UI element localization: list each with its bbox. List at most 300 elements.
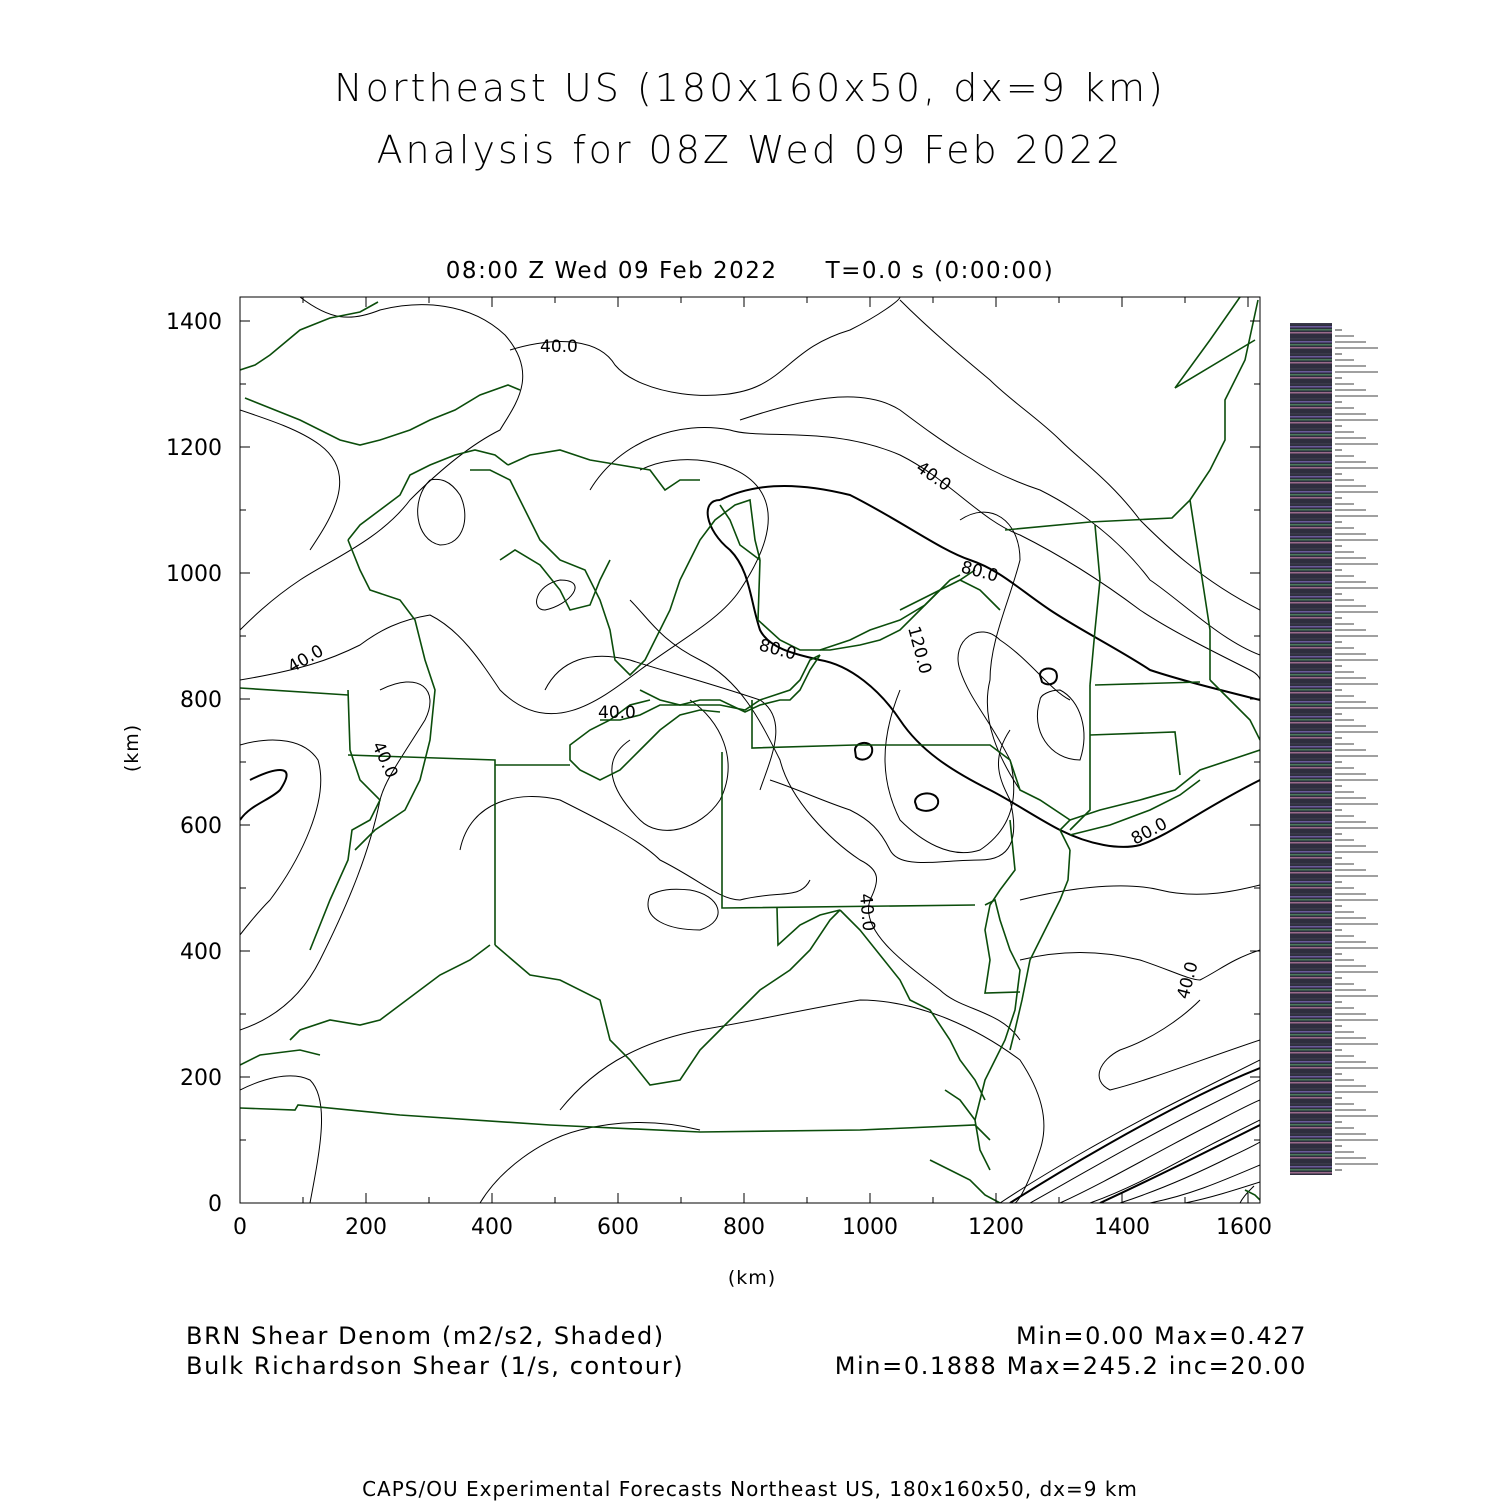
- colorbar-stripe: [1290, 653, 1332, 655]
- colorbar-stripe: [1290, 794, 1332, 796]
- colorbar-stripe: [1290, 1148, 1332, 1150]
- colorbar-stripe: [1290, 920, 1332, 922]
- colorbar-stripe: [1290, 533, 1332, 535]
- colorbar-stripe: [1290, 1145, 1332, 1147]
- colorbar-stripe: [1290, 371, 1332, 373]
- colorbar-stripe: [1290, 836, 1332, 838]
- colorbar-stripe: [1290, 1073, 1332, 1075]
- colorbar-stripe: [1290, 761, 1332, 763]
- colorbar-stripe: [1290, 539, 1332, 541]
- colorbar-stripe: [1290, 806, 1332, 808]
- colorbar-stripe: [1290, 344, 1332, 346]
- colorbar-stripe: [1290, 866, 1332, 868]
- colorbar-stripe: [1290, 1142, 1332, 1144]
- colorbar-stripe: [1290, 812, 1332, 814]
- colorbar-stripe: [1290, 701, 1332, 703]
- x-tick-label: 800: [723, 1215, 765, 1240]
- colorbar-stripe: [1290, 950, 1332, 952]
- colorbar-stripe: [1290, 563, 1332, 565]
- colorbar-stripe: [1290, 1121, 1332, 1123]
- colorbar-stripe: [1290, 407, 1332, 409]
- contour-label: 80.0: [1127, 813, 1171, 850]
- colorbar-stripe: [1290, 986, 1332, 988]
- colorbar-stripe: [1290, 1016, 1332, 1018]
- colorbar-stripe: [1290, 650, 1332, 652]
- colorbar-stripe: [1290, 791, 1332, 793]
- colorbar-stripe: [1290, 770, 1332, 772]
- colorbar-stripe: [1290, 692, 1332, 694]
- colorbar-stripe: [1290, 941, 1332, 943]
- colorbar-stripe: [1290, 1001, 1332, 1003]
- colorbar-stripe: [1290, 1040, 1332, 1042]
- colorbar-stripe: [1290, 740, 1332, 742]
- colorbar-stripe: [1290, 515, 1332, 517]
- colorbar-stripe: [1290, 815, 1332, 817]
- colorbar-stripe: [1290, 1166, 1332, 1168]
- colorbar-stripe: [1290, 851, 1332, 853]
- colorbar-stripe: [1290, 617, 1332, 619]
- colorbar-stripe: [1290, 638, 1332, 640]
- analysis-time-title: Analysis for 08Z Wed 09 Feb 2022: [376, 128, 1124, 172]
- colorbar-stripe: [1290, 593, 1332, 595]
- colorbar-stripe: [1290, 908, 1332, 910]
- x-tick-label: 1200: [968, 1215, 1024, 1240]
- colorbar-stripe: [1290, 1070, 1332, 1072]
- colorbar-stripe: [1290, 446, 1332, 448]
- colorbar-stripe: [1290, 356, 1332, 358]
- footer-credit: CAPS/OU Experimental Forecasts Northeast US, 180x160x50, dx=9 km: [362, 1477, 1138, 1501]
- colorbar-stripe: [1290, 800, 1332, 802]
- y-axis-tick-labels: [166, 310, 222, 1217]
- x-tick-label: 200: [345, 1215, 387, 1240]
- colorbar-stripe: [1290, 686, 1332, 688]
- colorbar-stripe: [1290, 461, 1332, 463]
- y-tick-label: 200: [180, 1066, 222, 1091]
- colorbar-stripe: [1290, 782, 1332, 784]
- plot-title: Northeast US (180x160x50, dx=9 km): [334, 66, 1166, 110]
- colorbar-stripe: [1290, 560, 1332, 562]
- colorbar-stripe: [1290, 992, 1332, 994]
- colorbar-stripe: [1290, 998, 1332, 1000]
- colorbar-stripe: [1290, 1037, 1332, 1039]
- colorbar-stripe: [1290, 413, 1332, 415]
- colorbar-stripe: [1290, 326, 1332, 328]
- colorbar-stripe: [1290, 545, 1332, 547]
- colorbar-stripe: [1290, 350, 1332, 352]
- colorbar-stripe: [1290, 677, 1332, 679]
- colorbar-stripe: [1290, 710, 1332, 712]
- colorbar-stripe: [1290, 323, 1332, 325]
- y-axis-title: (km): [121, 723, 143, 773]
- colorbar-stripe: [1290, 554, 1332, 556]
- colorbar-stripe: [1290, 893, 1332, 895]
- colorbar-stripe: [1290, 632, 1332, 634]
- colorbar-stripe: [1290, 470, 1332, 472]
- colorbar-stripe: [1290, 899, 1332, 901]
- colorbar-stripe: [1290, 719, 1332, 721]
- colorbar-stripe: [1290, 491, 1332, 493]
- colorbar-stripe: [1290, 419, 1332, 421]
- colorbar-stripe: [1290, 722, 1332, 724]
- colorbar-stripe: [1290, 737, 1332, 739]
- colorbar-stripe: [1290, 734, 1332, 736]
- colorbar-stripe: [1290, 1124, 1332, 1126]
- colorbar-stripe: [1290, 833, 1332, 835]
- shaded-field-label: BRN Shear Denom (m2/s2, Shaded): [186, 1322, 665, 1350]
- colorbar-stripe: [1290, 335, 1332, 337]
- colorbar-stripe: [1290, 536, 1332, 538]
- colorbar-stripe: [1290, 1031, 1332, 1033]
- x-axis-tick-labels: [233, 1215, 1272, 1240]
- colorbar-stripe: [1290, 590, 1332, 592]
- colorbar-stripe: [1290, 704, 1332, 706]
- colorbar-stripe: [1290, 1139, 1332, 1141]
- colorbar-stripe: [1290, 506, 1332, 508]
- colorbar-stripe: [1290, 896, 1332, 898]
- colorbar-stripe: [1290, 935, 1332, 937]
- colorbar-stripe: [1290, 932, 1332, 934]
- colorbar-stripe: [1290, 755, 1332, 757]
- contour-label: 40.0: [912, 457, 955, 496]
- forecast-time: T=0.0 s (0:00:00): [825, 258, 1055, 284]
- colorbar-stripe: [1290, 434, 1332, 436]
- y-tick-label: 800: [180, 688, 222, 713]
- colorbar-stripe: [1290, 1103, 1332, 1105]
- colorbar-stripe: [1290, 857, 1332, 859]
- colorbar-stripe: [1290, 1136, 1332, 1138]
- colorbar-stripe: [1290, 1169, 1332, 1171]
- colorbar-stripe: [1290, 1004, 1332, 1006]
- colorbar-stripe: [1290, 818, 1332, 820]
- colorbar-stripe: [1290, 1088, 1332, 1090]
- colorbar: [1290, 323, 1378, 1175]
- colorbar-stripe: [1290, 1034, 1332, 1036]
- colorbar-stripe: [1290, 962, 1332, 964]
- x-tick-label: 1600: [1216, 1215, 1272, 1240]
- colorbar-stripe: [1290, 1160, 1332, 1162]
- colorbar-stripe: [1290, 1079, 1332, 1081]
- contour-label: 40.0: [540, 337, 578, 357]
- colorbar-stripe: [1290, 923, 1332, 925]
- colorbar-stripe: [1290, 1007, 1332, 1009]
- colorbar-stripe: [1290, 509, 1332, 511]
- colorbar-stripe: [1290, 752, 1332, 754]
- x-tick-label: 400: [471, 1215, 513, 1240]
- colorbar-stripe: [1290, 827, 1332, 829]
- colorbar-stripe: [1290, 905, 1332, 907]
- colorbar-stripe: [1290, 773, 1332, 775]
- colorbar-stripe: [1290, 1100, 1332, 1102]
- colorbar-stripe: [1290, 329, 1332, 331]
- contour-label: 80.0: [756, 635, 799, 665]
- colorbar-stripe: [1290, 386, 1332, 388]
- colorbar-stripe: [1290, 971, 1332, 973]
- colorbar-stripe: [1290, 716, 1332, 718]
- colorbar-stripe: [1290, 602, 1332, 604]
- colorbar-stripe: [1290, 668, 1332, 670]
- colorbar-stripe: [1290, 974, 1332, 976]
- colorbar-stripe: [1290, 425, 1332, 427]
- colorbar-stripe: [1290, 983, 1332, 985]
- colorbar-stripe: [1290, 1091, 1332, 1093]
- colorbar-stripe: [1290, 449, 1332, 451]
- x-tick-label: 0: [233, 1215, 247, 1240]
- colorbar-stripe: [1290, 377, 1332, 379]
- colorbar-stripe: [1290, 608, 1332, 610]
- colorbar-stripe: [1290, 464, 1332, 466]
- shear-contours-thick: [240, 486, 1260, 1203]
- colorbar-stripe: [1290, 845, 1332, 847]
- colorbar-stripe: [1290, 458, 1332, 460]
- colorbar-stripe: [1290, 347, 1332, 349]
- colorbar-stripe: [1290, 695, 1332, 697]
- colorbar-stripe: [1290, 689, 1332, 691]
- contour-label-group: [285, 337, 1203, 1001]
- colorbar-stripe: [1290, 881, 1332, 883]
- colorbar-stripe: [1290, 872, 1332, 874]
- colorbar-stripe: [1290, 725, 1332, 727]
- colorbar-stripe: [1290, 1163, 1332, 1165]
- colorbar-stripe: [1290, 503, 1332, 505]
- colorbar-stripe: [1290, 1043, 1332, 1045]
- colorbar-stripe: [1290, 848, 1332, 850]
- colorbar-stripe: [1290, 671, 1332, 673]
- colorbar-stripe: [1290, 1097, 1332, 1099]
- colorbar-stripe: [1290, 395, 1332, 397]
- colorbar-tick-labels: [1335, 330, 1378, 1170]
- colorbar-stripe: [1290, 821, 1332, 823]
- colorbar-stripe: [1290, 1115, 1332, 1117]
- y-tick-label: 1200: [166, 436, 222, 461]
- y-tick-label: 1000: [166, 562, 222, 587]
- colorbar-stripe: [1290, 662, 1332, 664]
- colorbar-stripe: [1290, 623, 1332, 625]
- colorbar-stripe: [1290, 422, 1332, 424]
- colorbar-stripe: [1290, 767, 1332, 769]
- colorbar-stripe: [1290, 488, 1332, 490]
- contour-field-label: Bulk Richardson Shear (1/s, contour): [186, 1352, 685, 1380]
- colorbar-stripe: [1290, 968, 1332, 970]
- colorbar-stripe: [1290, 764, 1332, 766]
- colorbar-stripe: [1290, 542, 1332, 544]
- colorbar-stripe: [1290, 746, 1332, 748]
- y-tick-label: 400: [180, 940, 222, 965]
- colorbar-stripe: [1290, 965, 1332, 967]
- valid-time: 08:00 Z Wed 09 Feb 2022: [445, 258, 778, 284]
- colorbar-stripe: [1290, 674, 1332, 676]
- colorbar-stripe: [1290, 410, 1332, 412]
- colorbar-stripe: [1290, 1151, 1332, 1153]
- colorbar-stripe: [1290, 842, 1332, 844]
- colorbar-stripe: [1290, 575, 1332, 577]
- colorbar-stripe: [1290, 374, 1332, 376]
- colorbar-stripe: [1290, 680, 1332, 682]
- colorbar-stripe: [1290, 512, 1332, 514]
- colorbar-stripe: [1290, 1094, 1332, 1096]
- contour-label: 40.0: [367, 738, 402, 782]
- colorbar-stripe: [1290, 1025, 1332, 1027]
- colorbar-stripe: [1290, 596, 1332, 598]
- colorbar-stripe: [1290, 698, 1332, 700]
- colorbar-stripe: [1290, 707, 1332, 709]
- colorbar-stripe: [1290, 953, 1332, 955]
- colorbar-stripe: [1290, 500, 1332, 502]
- colorbar-stripe: [1290, 614, 1332, 616]
- colorbar-stripe: [1290, 659, 1332, 661]
- colorbar-stripe: [1290, 995, 1332, 997]
- colorbar-stripe: [1290, 656, 1332, 658]
- colorbar-stripe: [1290, 749, 1332, 751]
- colorbar-stripe: [1290, 338, 1332, 340]
- colorbar-stripe: [1290, 890, 1332, 892]
- x-tick-label: 1000: [842, 1215, 898, 1240]
- colorbar-stripe: [1290, 947, 1332, 949]
- colorbar-stripe: [1290, 557, 1332, 559]
- colorbar-stripe: [1290, 980, 1332, 982]
- colorbar-stripe: [1290, 830, 1332, 832]
- colorbar-stripe: [1290, 1118, 1332, 1120]
- colorbar-stripe: [1290, 713, 1332, 715]
- colorbar-stripe: [1290, 443, 1332, 445]
- contour-range-label: Min=0.1888 Max=245.2 inc=20.00: [834, 1352, 1307, 1380]
- colorbar-stripe: [1290, 578, 1332, 580]
- colorbar-stripe: [1290, 401, 1332, 403]
- colorbar-stripe: [1290, 779, 1332, 781]
- colorbar-stripe: [1290, 1127, 1332, 1129]
- colorbar-stripe: [1290, 527, 1332, 529]
- colorbar-stripe: [1290, 989, 1332, 991]
- colorbar-stripe: [1290, 518, 1332, 520]
- y-tick-label: 600: [180, 814, 222, 839]
- colorbar-stripe: [1290, 368, 1332, 370]
- colorbar-stripe: [1290, 860, 1332, 862]
- colorbar-stripe: [1290, 1064, 1332, 1066]
- colorbar-stripe: [1290, 1046, 1332, 1048]
- colorbar-stripe: [1290, 1028, 1332, 1030]
- colorbar-stripe: [1290, 341, 1332, 343]
- contour-label: 40.0: [855, 892, 879, 933]
- colorbar-stripe: [1290, 476, 1332, 478]
- colorbar-stripe: [1290, 959, 1332, 961]
- colorbar-stripe: [1290, 797, 1332, 799]
- colorbar-stripe: [1290, 485, 1332, 487]
- colorbar-stripe: [1290, 473, 1332, 475]
- colorbar-stripe: [1290, 884, 1332, 886]
- colorbar-stripe: [1290, 1133, 1332, 1135]
- colorbar-stripe: [1290, 611, 1332, 613]
- colorbar-stripe: [1290, 380, 1332, 382]
- colorbar-stripe: [1290, 683, 1332, 685]
- y-tick-label: 1400: [166, 310, 222, 335]
- colorbar-stripe: [1290, 494, 1332, 496]
- colorbar-stripe: [1290, 1010, 1332, 1012]
- colorbar-stripe: [1290, 944, 1332, 946]
- contour-label: 120.0: [903, 624, 936, 677]
- colorbar-stripe: [1290, 728, 1332, 730]
- colorbar-stripe: [1290, 1154, 1332, 1156]
- colorbar-stripe: [1290, 1082, 1332, 1084]
- colorbar-stripe: [1290, 398, 1332, 400]
- colorbar-stripe: [1290, 1049, 1332, 1051]
- contour-label: 40.0: [598, 703, 636, 723]
- colorbar-stripe: [1290, 551, 1332, 553]
- x-tick-label: 600: [597, 1215, 639, 1240]
- colorbar-stripe: [1290, 359, 1332, 361]
- colorbar-stripe: [1290, 1106, 1332, 1108]
- colorbar-stripe: [1290, 869, 1332, 871]
- colorbar-stripe: [1290, 926, 1332, 928]
- colorbar-stripe: [1290, 581, 1332, 583]
- colorbar-stripe: [1290, 902, 1332, 904]
- colorbar-stripe: [1290, 1055, 1332, 1057]
- colorbar-stripe: [1290, 788, 1332, 790]
- colorbar-stripe: [1290, 1058, 1332, 1060]
- colorbar-stripe: [1290, 758, 1332, 760]
- colorbar-stripe: [1290, 929, 1332, 931]
- colorbar-stripe: [1290, 521, 1332, 523]
- colorbar-stripe: [1290, 776, 1332, 778]
- colorbar-stripe: [1290, 383, 1332, 385]
- colorbar-stripe: [1290, 524, 1332, 526]
- colorbar-stripe: [1290, 1052, 1332, 1054]
- colorbar-stripe: [1290, 1013, 1332, 1015]
- colorbar-stripe: [1290, 824, 1332, 826]
- colorbar-stripe: [1290, 731, 1332, 733]
- colorbar-stripe: [1290, 428, 1332, 430]
- colorbar-stripe: [1290, 1067, 1332, 1069]
- colorbar-stripe: [1290, 404, 1332, 406]
- y-tick-label: 0: [208, 1192, 222, 1217]
- colorbar-stripe: [1290, 1172, 1332, 1174]
- colorbar-stripe: [1290, 743, 1332, 745]
- colorbar-stripe: [1290, 479, 1332, 481]
- colorbar-stripe: [1290, 530, 1332, 532]
- colorbar-stripe: [1290, 620, 1332, 622]
- x-axis-title: (km): [727, 1267, 777, 1289]
- colorbar-stripe: [1290, 1085, 1332, 1087]
- colorbar-stripe: [1290, 566, 1332, 568]
- colorbar-stripe: [1290, 605, 1332, 607]
- colorbar-stripe: [1290, 1109, 1332, 1111]
- contour-label: 40.0: [1173, 959, 1203, 1002]
- contour-label: 40.0: [284, 641, 328, 678]
- colorbar-stripe: [1290, 599, 1332, 601]
- colorbar-stripe: [1290, 431, 1332, 433]
- colorbar-stripe: [1290, 785, 1332, 787]
- colorbar-stripe: [1290, 437, 1332, 439]
- colorbar-stripe: [1290, 911, 1332, 913]
- colorbar-stripe: [1290, 977, 1332, 979]
- colorbar-stripe: [1290, 569, 1332, 571]
- colorbar-stripe: [1290, 1061, 1332, 1063]
- colorbar-stripe: [1290, 587, 1332, 589]
- colorbar-stripe: [1290, 1019, 1332, 1021]
- colorbar-stripe: [1290, 629, 1332, 631]
- colorbar-stripe: [1290, 572, 1332, 574]
- colorbar-stripe: [1290, 440, 1332, 442]
- colorbar-stripe: [1290, 1112, 1332, 1114]
- colorbar-stripe: [1290, 641, 1332, 643]
- colorbar-stripe: [1290, 548, 1332, 550]
- colorbar-stripe: [1290, 647, 1332, 649]
- colorbar-stripe: [1290, 497, 1332, 499]
- colorbar-stripe: [1290, 809, 1332, 811]
- colorbar-stripe: [1290, 416, 1332, 418]
- colorbar-stripe: [1290, 914, 1332, 916]
- shear-contours: [240, 297, 1260, 1203]
- colorbar-stripe: [1290, 392, 1332, 394]
- colorbar-stripe: [1290, 584, 1332, 586]
